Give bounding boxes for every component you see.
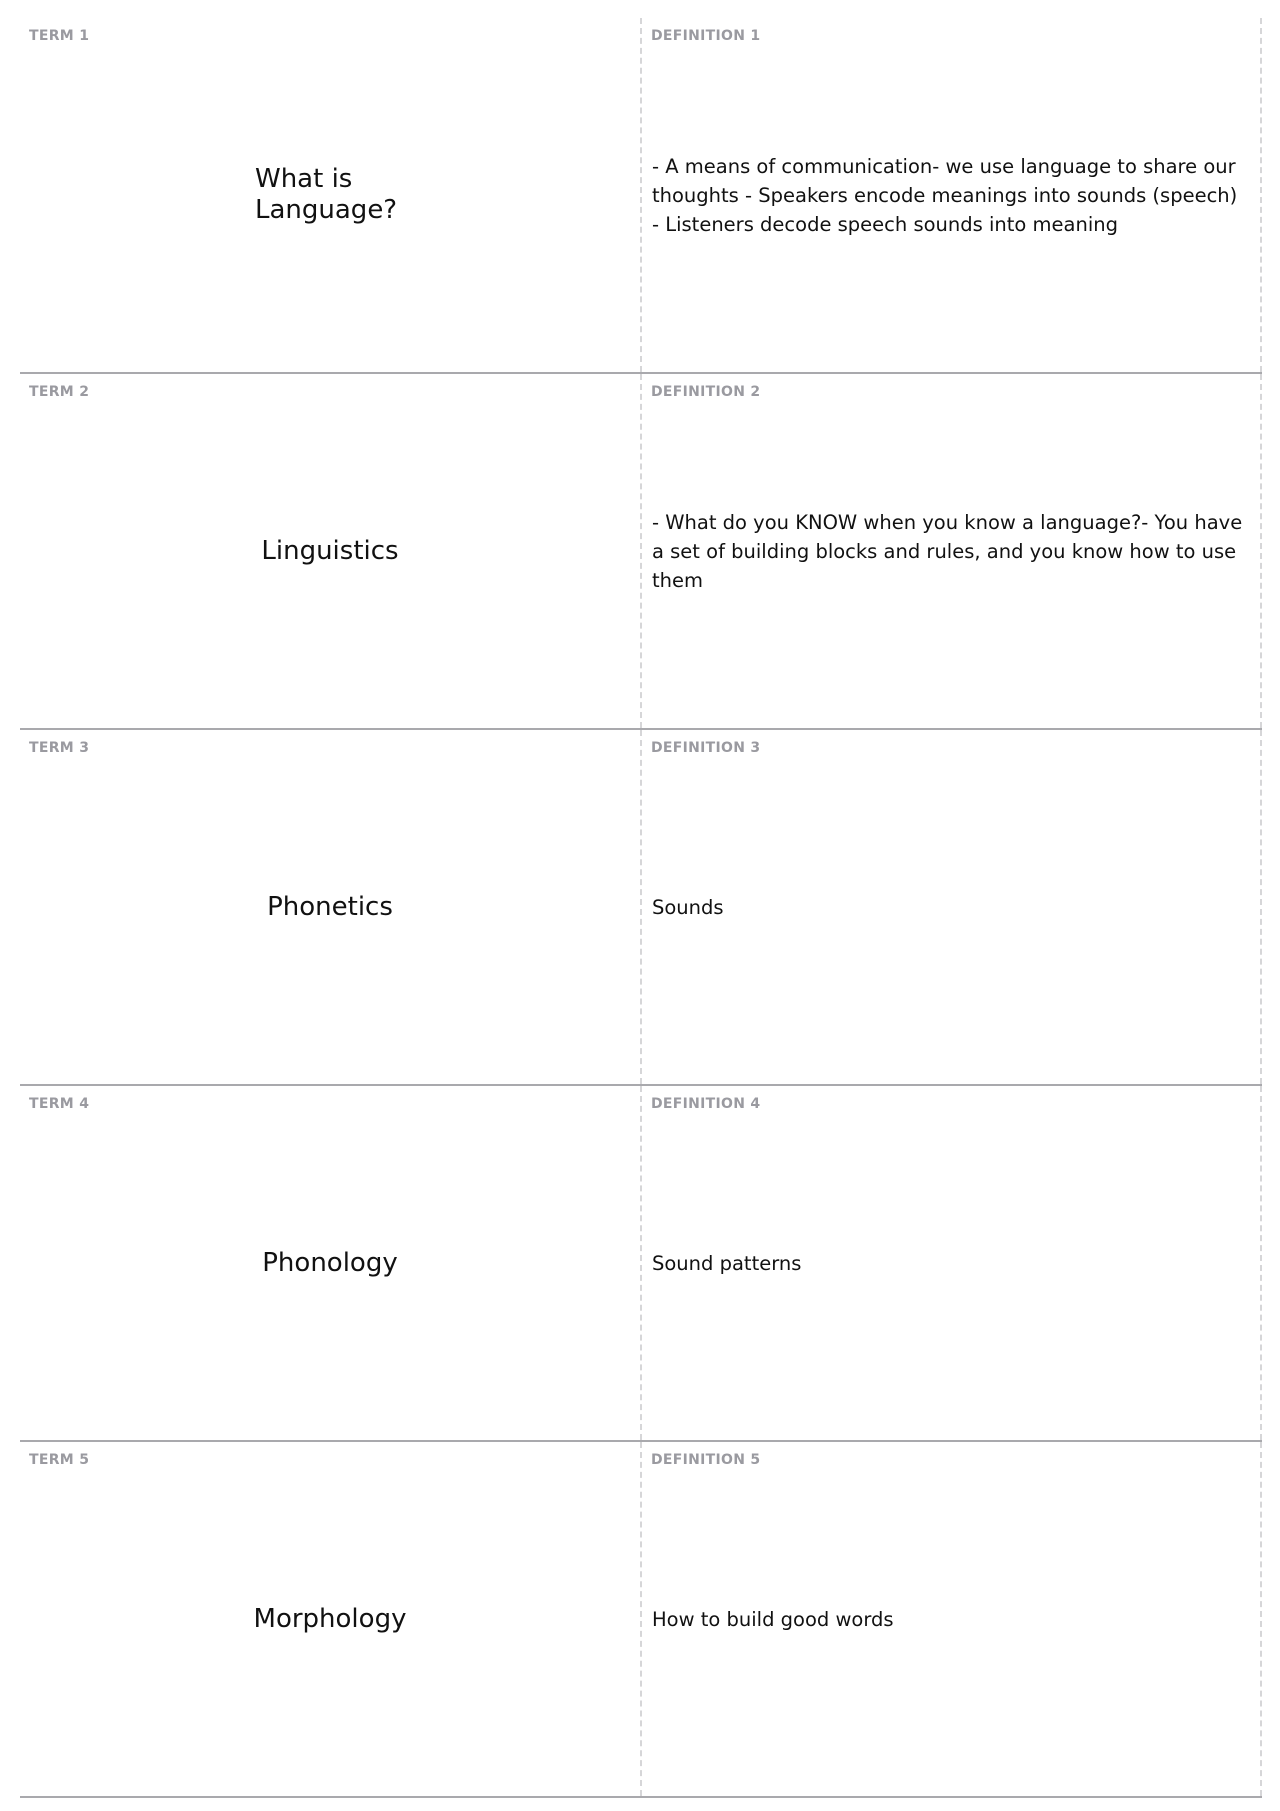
- term-label: TERM 5: [29, 1452, 90, 1468]
- definition-text-wrapper: [652, 374, 1250, 728]
- definition-text-wrapper: [652, 18, 1250, 372]
- term-text: Morphology: [253, 1603, 407, 1634]
- term-text-wrapper: [20, 18, 640, 372]
- term-label: TERM 3: [29, 740, 90, 756]
- definition-label: DEFINITION 1: [651, 28, 761, 44]
- definition-text: How to build good words: [652, 1607, 894, 1631]
- definition-label: DEFINITION 4: [651, 1096, 761, 1112]
- definition-cell-5: [642, 1442, 1262, 1796]
- definition-text: - What do you KNOW when you know a language?- You have a set of building blocks and rules, and you know how to use them: [652, 510, 1243, 592]
- term-label: TERM 1: [29, 28, 90, 44]
- definition-text-wrapper: [652, 730, 1250, 1084]
- definition-text-wrapper: [652, 1442, 1250, 1796]
- term-label: TERM 2: [29, 384, 90, 400]
- flashcard-row-4: [20, 1086, 1262, 1442]
- term-text-wrapper: [20, 1086, 640, 1440]
- definition-text: - A means of communication- we use language to share our thoughts - Speakers encode meanings into sounds (speech) - Listeners decode speech sounds into meaning: [652, 154, 1238, 236]
- flashcard-row-1: [20, 18, 1262, 374]
- definition-text: Sounds: [652, 895, 724, 919]
- definition-text: Sound patterns: [652, 1251, 802, 1275]
- term-label: TERM 4: [29, 1096, 90, 1112]
- flashcard-sheet: [20, 18, 1262, 1798]
- definition-label: DEFINITION 5: [651, 1452, 761, 1468]
- term-text: Phonology: [262, 1247, 398, 1278]
- term-cell-2: [20, 374, 642, 728]
- term-cell-1: [20, 18, 642, 372]
- flashcard-row-2: [20, 374, 1262, 730]
- flashcard-row-3: [20, 730, 1262, 1086]
- definition-label: DEFINITION 3: [651, 740, 761, 756]
- term-text: Phonetics: [267, 891, 393, 922]
- flashcard-row-5: [20, 1442, 1262, 1798]
- term-cell-4: [20, 1086, 642, 1440]
- definition-cell-4: [642, 1086, 1262, 1440]
- term-text: Linguistics: [261, 535, 399, 566]
- definition-cell-3: [642, 730, 1262, 1084]
- definition-label: DEFINITION 2: [651, 384, 761, 400]
- term-text: What is Language?: [255, 164, 398, 225]
- term-cell-3: [20, 730, 642, 1084]
- definition-cell-2: [642, 374, 1262, 728]
- term-text-wrapper: [20, 374, 640, 728]
- term-text-wrapper: [20, 1442, 640, 1796]
- term-cell-5: [20, 1442, 642, 1796]
- term-text-wrapper: [20, 730, 640, 1084]
- definition-cell-1: [642, 18, 1262, 372]
- definition-text-wrapper: [652, 1086, 1250, 1440]
